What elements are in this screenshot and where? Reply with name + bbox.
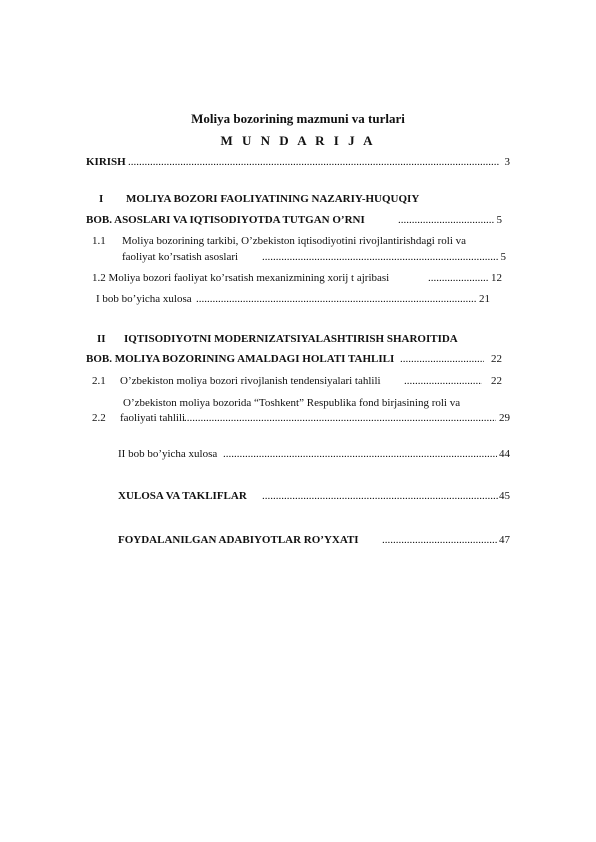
toc-leader — [223, 448, 497, 461]
toc-leader — [428, 272, 488, 285]
toc-s12-label: 1.2 Moliya bozori faoliyat ko’rsatish mexanizmining xorij t ajribasi — [92, 272, 390, 284]
toc-leader — [398, 214, 494, 227]
toc-sum2-page: 44 — [499, 448, 510, 460]
toc-conclusion-page: 45 — [499, 490, 510, 502]
toc-s11-title-line1: Moliya bozorining tarkibi, O’zbekiston iqtisodiyotini rivojlantirishdagi roli va — [122, 235, 467, 247]
toc-ch2-title-line1: IQTISODIYOTNI MODERNIZATSIYALASHTIRISH SHAROITIDA — [124, 333, 458, 345]
toc-leader — [184, 412, 496, 425]
toc-sum1-label: I bob bo’yicha xulosa — [96, 293, 192, 305]
toc-leader — [262, 251, 498, 264]
toc-leader — [382, 534, 498, 547]
toc-s22-title-line2: faoliyati tahlili — [120, 412, 186, 424]
toc-heading: M U N D A R I J A — [220, 133, 376, 148]
toc-sum2-label: II bob bo’yicha xulosa — [118, 448, 218, 460]
toc-s11-title-line2: faoliyat ko’rsatish asoslari — [122, 251, 239, 263]
toc-s21-number: 2.1 — [92, 375, 106, 387]
toc-s22-number: 2.2 — [92, 412, 106, 424]
toc-ch2-page: 22 — [491, 353, 502, 365]
toc-conclusion-label: XULOSA VA TAKLIFLAR — [118, 490, 247, 502]
toc-leader — [262, 490, 498, 503]
toc-ch1-page: 5 — [496, 214, 502, 226]
toc-leader — [400, 353, 484, 366]
toc-s12-page: 12 — [491, 272, 502, 284]
toc-s21-page: 22 — [491, 375, 502, 387]
document-title: Moliya bozorining mazmuni va turlari — [191, 111, 405, 126]
toc-s11-number: 1.1 — [92, 235, 106, 247]
toc-leader — [128, 156, 500, 169]
toc-references-page: 47 — [499, 534, 510, 546]
toc-s22-title-line1: O’zbekiston moliya bozorida “Toshkent” Respublika fond birjasining roli va — [123, 397, 461, 409]
toc-references-label: FOYDALANILGAN ADABIYOTLAR RO’YXATI — [118, 534, 359, 546]
toc-sum1-page: 21 — [479, 293, 490, 305]
toc-s22-page: 29 — [499, 412, 510, 424]
toc-ch1-number: I — [99, 193, 104, 205]
toc-s11-page: 5 — [500, 251, 506, 263]
toc-s21-label: O’zbekiston moliya bozori rivojlanish tendensiyalari tahlili — [120, 375, 381, 387]
toc-ch2-title-line2: BOB. MOLIYA BOZORINING AMALDAGI HOLATI TAHLILI — [86, 353, 395, 365]
toc-ch1-title-line2: BOB. ASOSLARI VA IQTISODIYOTDA TUTGAN O’RNI — [86, 214, 365, 226]
toc-leader — [196, 293, 476, 306]
toc-ch2-number: II — [97, 333, 106, 345]
toc-kirish-label: KIRISH — [86, 156, 126, 168]
toc-ch1-title-line1: MOLIYA BOZORI FAOLIYATINING NAZARIY-HUQUQIY — [126, 193, 420, 205]
toc-leader — [404, 375, 482, 388]
toc-kirish-page: 3 — [504, 156, 510, 168]
